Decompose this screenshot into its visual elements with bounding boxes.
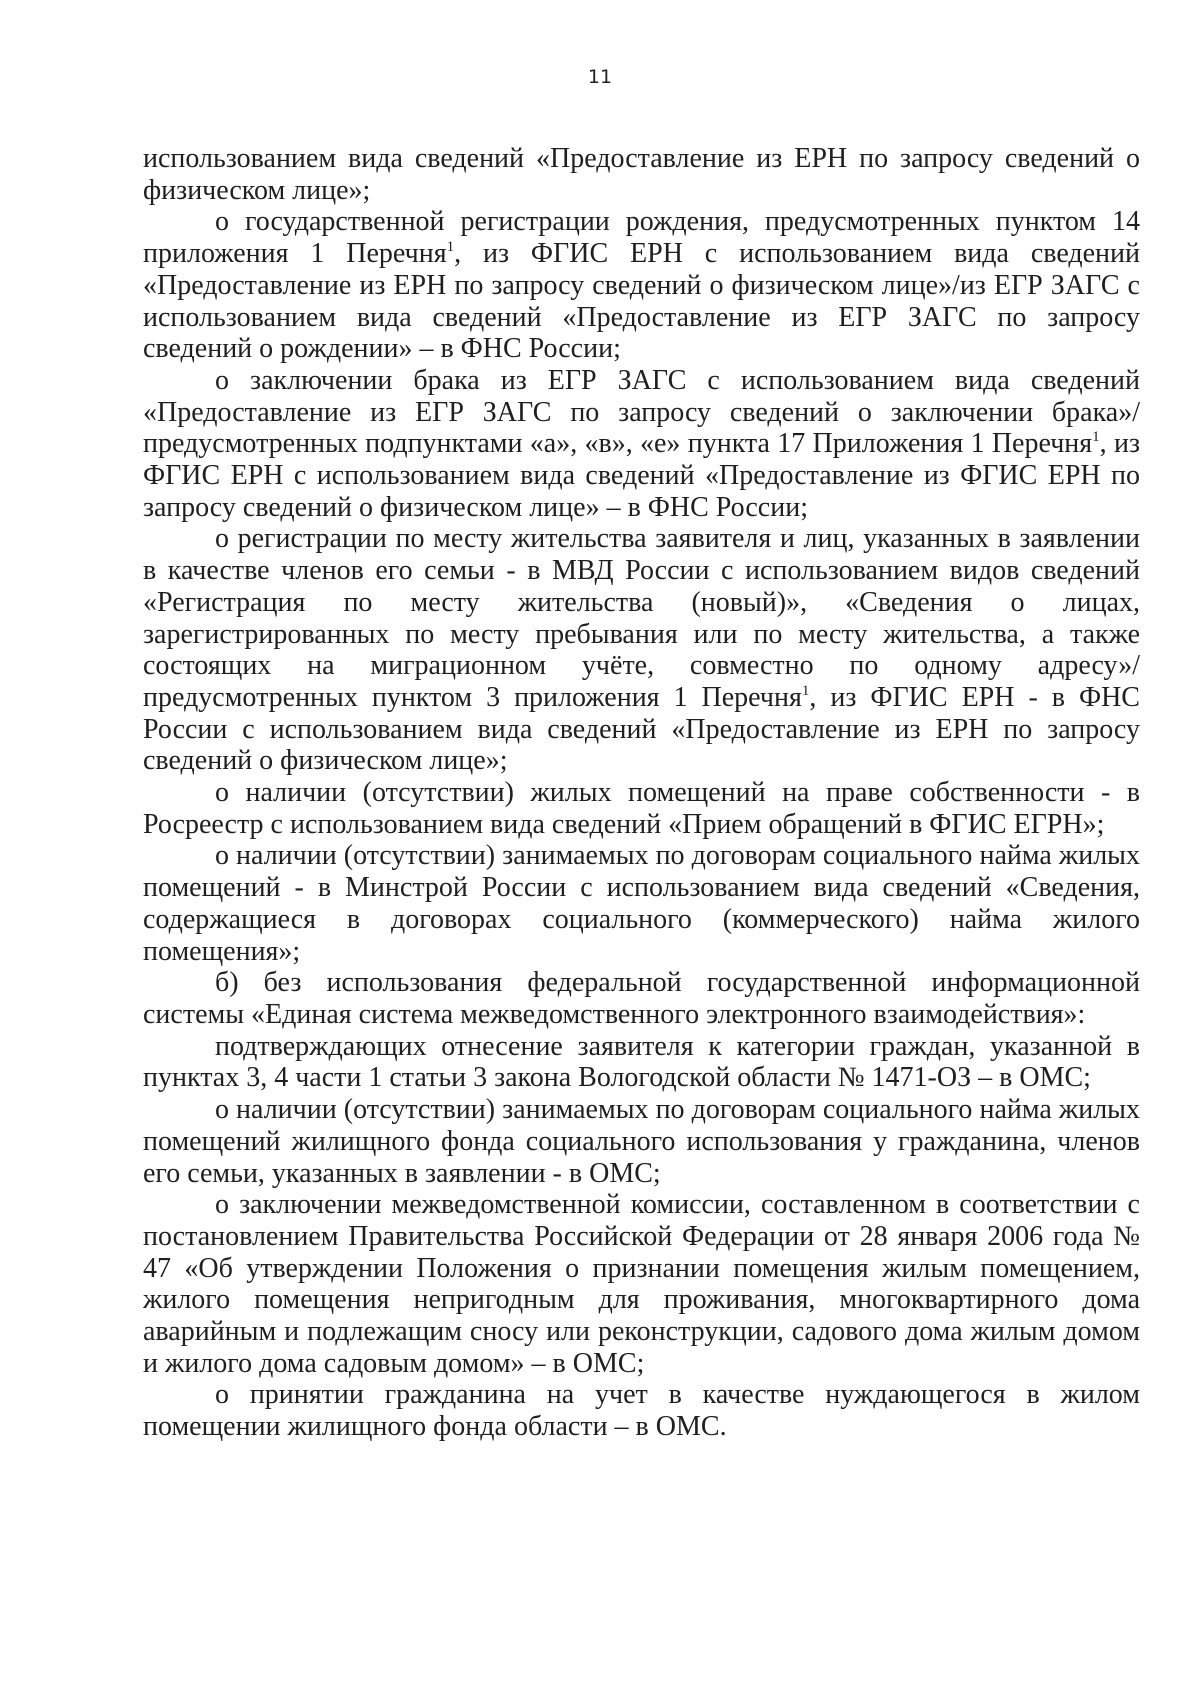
paragraph-text: о принятии гражданина на учет в качестве нуждающегося в жилом помещении жилищного фонда области – в ОМС. [143, 1379, 1140, 1443]
paragraph-text: о заключении межведомственной комиссии, составленном в соответствии с постановлением Правительства Российской Федерации от 28 января 2006 года № 47 «Об утверждении Положения о признании помещения жилым помещением, жилого помещения непригодным для проживания, многоквартирного дома аварийным и подлежащим сносу или реконструкции, садового дома жилым домом и жилого дома садовым домом» – в ОМС; [143, 1189, 1140, 1379]
document-body [143, 143, 1140, 1443]
paragraph-text: б) без использования федеральной государственной информационной системы «Единая система межведомственного электронного взаимодействия»: [143, 967, 1140, 1030]
paragraph [143, 143, 1140, 206]
paragraph [143, 206, 1140, 365]
paragraph-text: подтверждающих отнесение заявителя к категории граждан, указанной в пунктах 3, 4 части 1 статьи 3 закона Вологодской области № 1471-ОЗ – в ОМС; [143, 1030, 1140, 1094]
footnote-reference: 1 [801, 682, 810, 699]
paragraph [143, 1094, 1140, 1189]
paragraph [143, 967, 1140, 1030]
paragraph [143, 1189, 1140, 1379]
paragraph [143, 1379, 1140, 1442]
paragraph-text: , из ФГИС ЕРН с использованием вида сведений «Предоставление из ЕРН по запросу сведений о физическом лице»/из ЕГР ЗАГС с использованием вида сведений «Предоставление из ЕГР ЗАГС по запросу сведений о рождении» – в ФНС России; [143, 238, 1141, 365]
paragraph-text: о наличии (отсутствии) занимаемых по договорам социального найма жилых помещений - в Минстрой России с использованием вида сведений «Сведения, содержащиеся в договорах социального (коммерческого) найма жилого помещения»; [143, 840, 1140, 967]
paragraph-text: , из ФГИС ЕРН с использованием вида сведений «Предоставление из ФГИС ЕРН по запросу сведений о физическом лице» – в ФНС России; [143, 428, 1141, 523]
paragraph [143, 365, 1140, 524]
paragraph-text: использованием вида сведений «Предоставление из ЕРН по запросу сведений о физическом лице»; [143, 143, 1140, 206]
paragraph-text: о наличии (отсутствии) занимаемых по договорам социального найма жилых помещений жилищного фонда социального использования у гражданина, членов его семьи, указанных в заявлении - в ОМС; [143, 1094, 1140, 1189]
paragraph-text: , из ФГИС ЕРН - в ФНС России с использованием вида сведений «Предоставление из ЕРН по запросу сведений о физическом лице»; [143, 681, 1140, 777]
footnote-reference: 1 [1092, 429, 1100, 446]
paragraph [143, 1031, 1140, 1094]
paragraph-text: о государственной регистрации рождения, предусмотренных пунктом 14 приложения 1 Перечня [143, 206, 1140, 270]
paragraph-text: о наличии (отсутствии) жилых помещений на праве собственности - в Росреестр с использованием вида сведений «Прием обращений в ФГИС ЕГРН»; [143, 777, 1140, 840]
paragraph-text: о регистрации по месту жительства заявителя и лиц, указанных в заявлении в качестве членов его семьи - в МВД России с использованием видов сведений «Регистрация по месту жительства (новый)», «Сведения о лицах, зарегистрированных по месту пребывания или по месту жительства, а также состоящих на миграционном учёте, совместно по одному адресу»/предусмотренных пунктом 3 приложения 1 Перечня [143, 523, 1140, 713]
paragraph-text: о заключении брака из ЕГР ЗАГС с использованием вида сведений «Предоставление из ЕГР ЗАГС по запросу сведений о заключении брака»/предусмотренных подпунктами «а», «в», «е» пункта 17 Приложения 1 Перечня [143, 364, 1140, 460]
page-number: 11 [587, 66, 613, 88]
paragraph [143, 840, 1140, 967]
paragraph [143, 777, 1140, 840]
paragraph [143, 523, 1140, 777]
footnote-reference: 1 [446, 239, 455, 256]
